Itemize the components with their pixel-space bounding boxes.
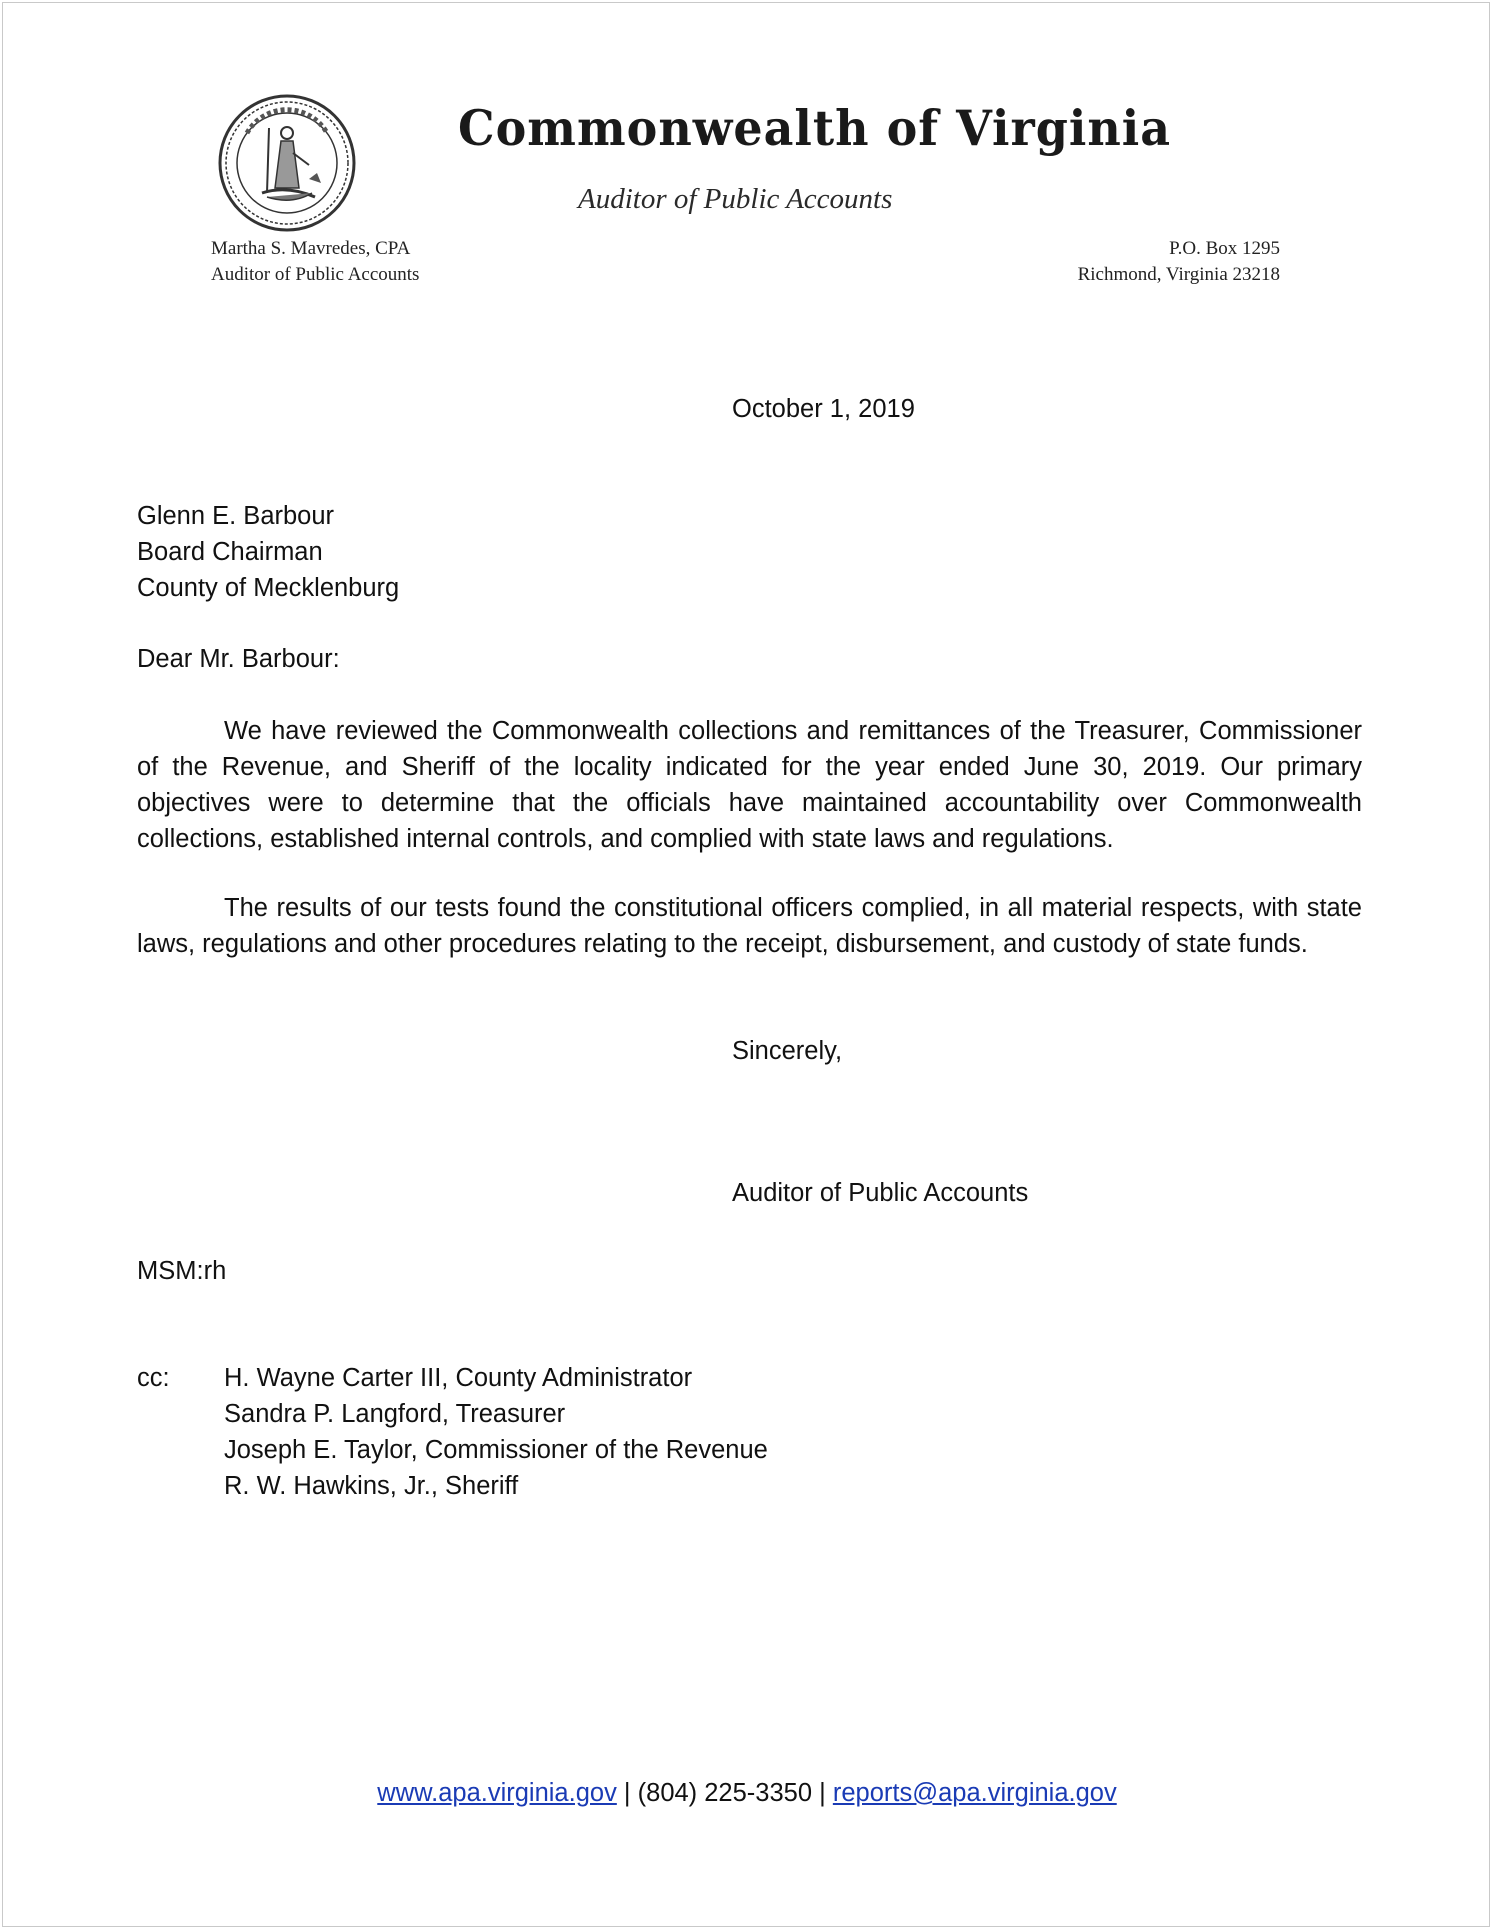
author-name: Martha S. Mavredes, CPA <box>211 238 411 259</box>
cc-item: H. Wayne Carter III, County Administrator <box>224 1364 693 1392</box>
po-box: P.O. Box 1295 <box>1169 238 1280 259</box>
recipient-name: Glenn E. Barbour <box>137 502 335 530</box>
initials: MSM:rh <box>137 1257 227 1285</box>
footer <box>3 1779 1491 1808</box>
letterhead-address <box>1078 236 1280 288</box>
footer-separator: | <box>819 1779 826 1807</box>
letter-page <box>2 2 1490 1927</box>
letterhead-author <box>211 236 419 288</box>
email-link[interactable]: reports@apa.virginia.gov <box>832 1779 1117 1807</box>
recipient-block <box>137 498 399 606</box>
footer-separator: | <box>623 1779 631 1807</box>
salutation: Dear Mr. Barbour: <box>137 645 340 673</box>
virginia-seal-icon <box>217 93 357 233</box>
author-title: Auditor of Public Accounts <box>211 264 420 285</box>
letter-date: October 1, 2019 <box>732 395 915 423</box>
recipient-title: Board Chairman <box>137 538 323 566</box>
paragraph-2: The results of our tests found the constitutional officers complied, in all material respects, with state laws, regulations and other procedures relating to the receipt, disbursement, and custody of state funds. <box>137 894 1362 958</box>
org-subtitle: Auditor of Public Accounts <box>578 183 893 215</box>
city-state: Richmond, Virginia 23218 <box>1077 264 1280 285</box>
org-title: Commonwealth of Virginia <box>458 99 1172 157</box>
website-link[interactable]: www.apa.virginia.gov <box>377 1779 617 1807</box>
phone-number: (804) 225-3350 <box>637 1779 813 1807</box>
cc-item: Sandra P. Langford, Treasurer <box>224 1400 566 1428</box>
cc-item: Joseph E. Taylor, Commissioner of the Revenue <box>224 1436 768 1464</box>
cc-label: cc: <box>137 1364 170 1392</box>
signoff: Auditor of Public Accounts <box>732 1179 1029 1207</box>
cc-item: R. W. Hawkins, Jr., Sheriff <box>224 1472 519 1500</box>
cc-list <box>224 1360 768 1504</box>
recipient-org: County of Mecklenburg <box>137 574 400 602</box>
closing: Sincerely, <box>732 1037 843 1065</box>
paragraph-1: We have reviewed the Commonwealth collections and remittances of the Treasurer, Commissioner of the Revenue, and Sheriff of the locality indicated for the year ended June 30, 2019. Our primary objectives were to determine that the officials have maintained accountability over Commonwealth collections, established internal controls, and complied with state laws and regulations. <box>137 717 1362 853</box>
